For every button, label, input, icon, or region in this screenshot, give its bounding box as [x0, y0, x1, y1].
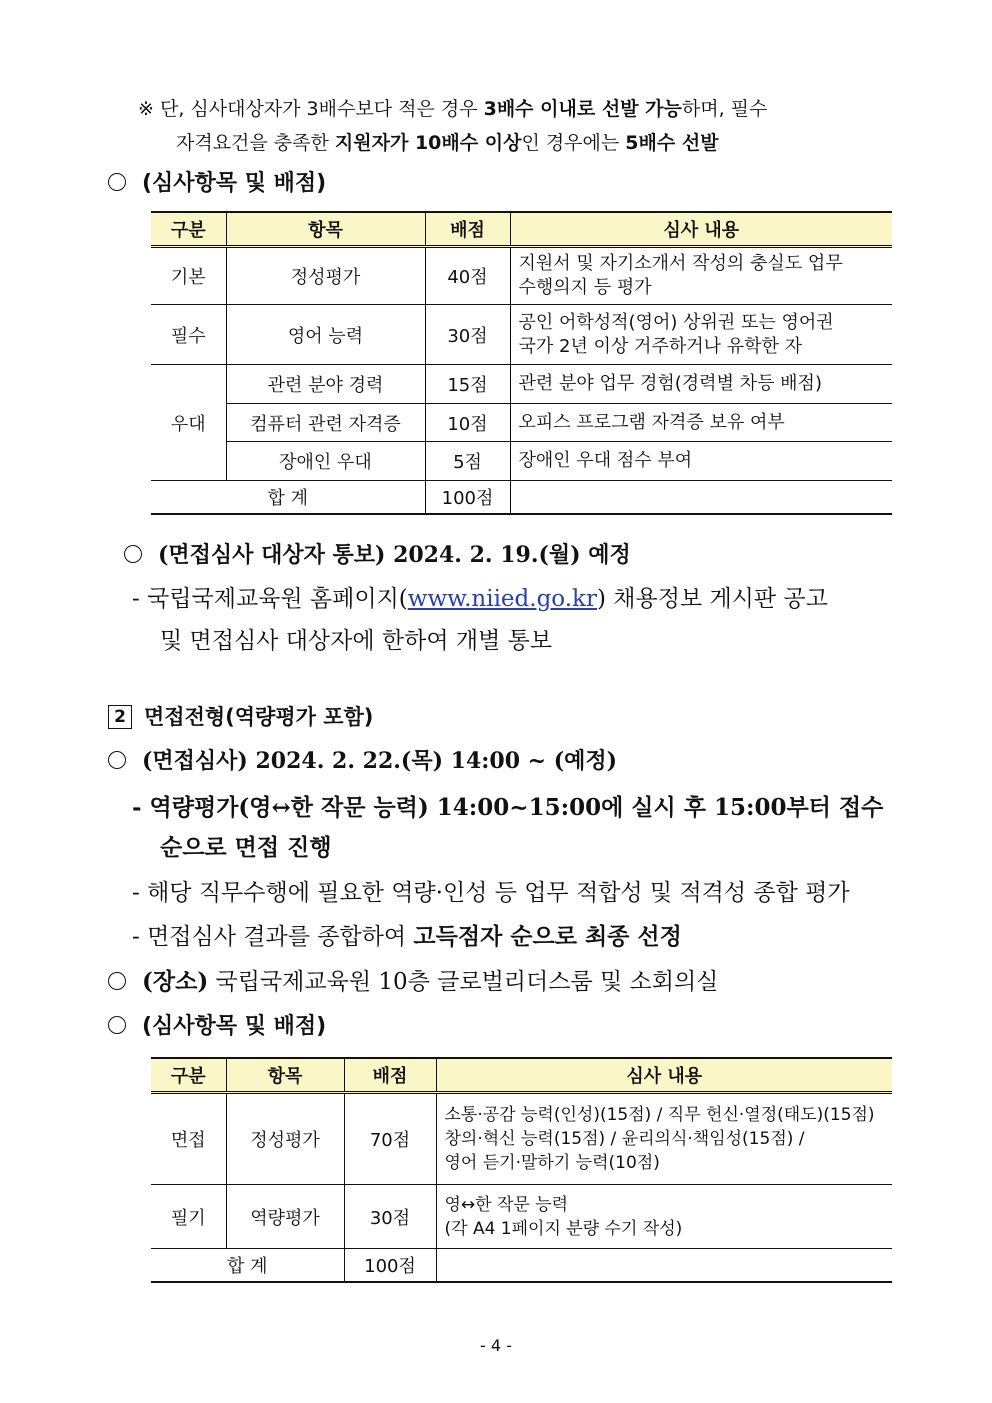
notice-line-2: 및 면접심사 대상자에 한하여 개별 통보	[160, 628, 553, 654]
total-score: 100점	[344, 1249, 436, 1282]
content-cell	[510, 247, 892, 305]
content-cell	[436, 1185, 892, 1249]
content-cell: 관련 분야 업무 경험(경력별 차등 배점)	[510, 365, 892, 404]
table-row	[151, 247, 892, 305]
circle-bullet-icon	[108, 972, 126, 990]
place-text: 국립국제교육원 10층 글로벌리더스룸 및 소회의실	[208, 969, 719, 995]
interview-heading	[108, 744, 617, 775]
table-row	[151, 442, 892, 481]
homepage-link[interactable]: www.niied.go.kr	[407, 586, 597, 612]
score-cell: 10점	[425, 404, 510, 442]
score-cell: 30점	[344, 1185, 436, 1249]
interview-bullet-3	[132, 918, 682, 951]
content-line: 국가 2년 이상 거주하거나 유학한 자	[518, 335, 802, 357]
heading-text: (면접심사) 2024. 2. 22.(목) 14:00 ~ (예정)	[142, 748, 618, 774]
total-label: 합 계	[151, 1249, 344, 1282]
empty-cell	[510, 481, 892, 514]
section-number-box: 2	[108, 705, 132, 729]
interview-bullet-2: - 해당 직무수행에 필요한 역량·인성 등 업무 적합성 및 적격성 종합 평가	[132, 880, 850, 906]
notice-heading	[124, 538, 631, 569]
content-cell	[510, 305, 892, 365]
heading-text: (면접심사 대상자 통보) 2024. 2. 19.(월) 예정	[158, 542, 631, 568]
score-cell: 30점	[425, 305, 510, 365]
interview-place	[108, 963, 718, 996]
col-header: 심사 내용	[436, 1058, 892, 1093]
circle-bullet-icon	[124, 545, 142, 563]
note-line-2	[176, 128, 719, 155]
item-cell: 영어 능력	[226, 305, 425, 365]
page-number: - 4 -	[480, 1336, 512, 1355]
place-label: (장소)	[142, 968, 209, 995]
circle-bullet-icon	[108, 751, 126, 769]
table-header-row	[151, 1058, 892, 1093]
table-header-row	[151, 212, 892, 247]
note-line-1	[138, 94, 767, 121]
notice-text: - 국립국제교육원 홈페이지(	[132, 586, 408, 612]
col-header: 배점	[425, 212, 510, 247]
empty-cell	[436, 1249, 892, 1282]
table-row	[151, 1093, 892, 1185]
note-text: 자격요건을 충족한	[176, 132, 335, 154]
note-emphasis: 지원자가 10배수 이상	[334, 132, 522, 154]
total-score: 100점	[425, 481, 510, 514]
heading-text: (심사항목 및 배점)	[142, 171, 327, 196]
note-emphasis: 5배수 선발	[625, 132, 719, 154]
content-cell: 장애인 우대 점수 부여	[510, 442, 892, 481]
score-cell: 40점	[425, 247, 510, 305]
interview-review-heading	[108, 1009, 326, 1040]
content-line: 영어 듣기·말하기 능력(10점)	[444, 1153, 660, 1173]
content-line: 소통·공감 능력(인성)(15점) / 직무 헌신·열정(태도)(15점)	[444, 1105, 875, 1125]
bullet-emphasis: 고득점자 순으로 최종 선정	[413, 923, 682, 950]
notice-text: ) 채용정보 게시판 공고	[597, 586, 828, 612]
col-header: 배점	[344, 1058, 436, 1093]
col-header: 항목	[226, 1058, 344, 1093]
section-title-text: 면접전형(역량평가 포함)	[144, 705, 374, 729]
note-text: ※ 단, 심사대상자가 3배수보다 적은 경우	[138, 98, 484, 120]
score-cell: 70점	[344, 1093, 436, 1185]
category-cell: 우대	[151, 365, 226, 481]
total-row	[151, 481, 892, 514]
content-line: 지원서 및 자기소개서 작성의 충실도 업무	[518, 253, 843, 274]
bullet-text: - 면접심사 결과를 종합하여	[132, 924, 414, 950]
content-line: 창의·혁신 능력(15점) / 윤리의식·책임성(15점) /	[444, 1129, 805, 1149]
item-cell: 컴퓨터 관련 자격증	[226, 404, 425, 442]
col-header: 항목	[226, 212, 425, 247]
note-text: 인 경우에는	[521, 132, 626, 154]
interview-review-table	[151, 1057, 892, 1283]
content-cell	[436, 1093, 892, 1185]
interview-bullet-1: - 역량평가(영↔한 작문 능력) 14:00~15:00에 실시 후 15:00부터 접수	[132, 794, 884, 821]
doc-review-heading	[108, 166, 326, 197]
content-line: (각 A4 1페이지 분량 수기 작성)	[444, 1218, 683, 1239]
content-line: 영↔한 작문 능력	[444, 1194, 569, 1215]
table-row	[151, 1185, 892, 1249]
doc-review-table	[151, 211, 892, 515]
item-cell: 정성평가	[226, 1093, 344, 1185]
item-cell: 장애인 우대	[226, 442, 425, 481]
table-row	[151, 365, 892, 404]
score-cell: 15점	[425, 365, 510, 404]
col-header: 구분	[151, 1058, 226, 1093]
section-2-title	[108, 701, 373, 731]
category-cell: 필기	[151, 1185, 226, 1249]
item-cell: 역량평가	[226, 1185, 344, 1249]
table-row	[151, 305, 892, 365]
col-header: 심사 내용	[510, 212, 892, 247]
category-cell: 면접	[151, 1093, 226, 1185]
content-line: 공인 어학성적(영어) 상위권 또는 영어권	[518, 311, 834, 333]
content-line: 수행의지 등 평가	[518, 277, 652, 298]
content-cell: 오피스 프로그램 자격증 보유 여부	[510, 404, 892, 442]
category-cell: 기본	[151, 247, 226, 305]
total-label: 합 계	[151, 481, 425, 514]
heading-text: (심사항목 및 배점)	[142, 1014, 327, 1039]
interview-bullet-1-cont: 순으로 면접 진행	[160, 834, 332, 861]
table-row	[151, 404, 892, 442]
col-header: 구분	[151, 212, 226, 247]
notice-line-1	[132, 580, 828, 613]
category-cell: 필수	[151, 305, 226, 365]
item-cell: 정성평가	[226, 247, 425, 305]
score-cell: 5점	[425, 442, 510, 481]
circle-bullet-icon	[108, 1016, 126, 1034]
item-cell: 관련 분야 경력	[226, 365, 425, 404]
note-text: 하며, 필수	[681, 98, 768, 120]
circle-bullet-icon	[108, 173, 126, 191]
note-emphasis: 3배수 이내로 선발 가능	[483, 98, 682, 120]
total-row	[151, 1249, 892, 1282]
